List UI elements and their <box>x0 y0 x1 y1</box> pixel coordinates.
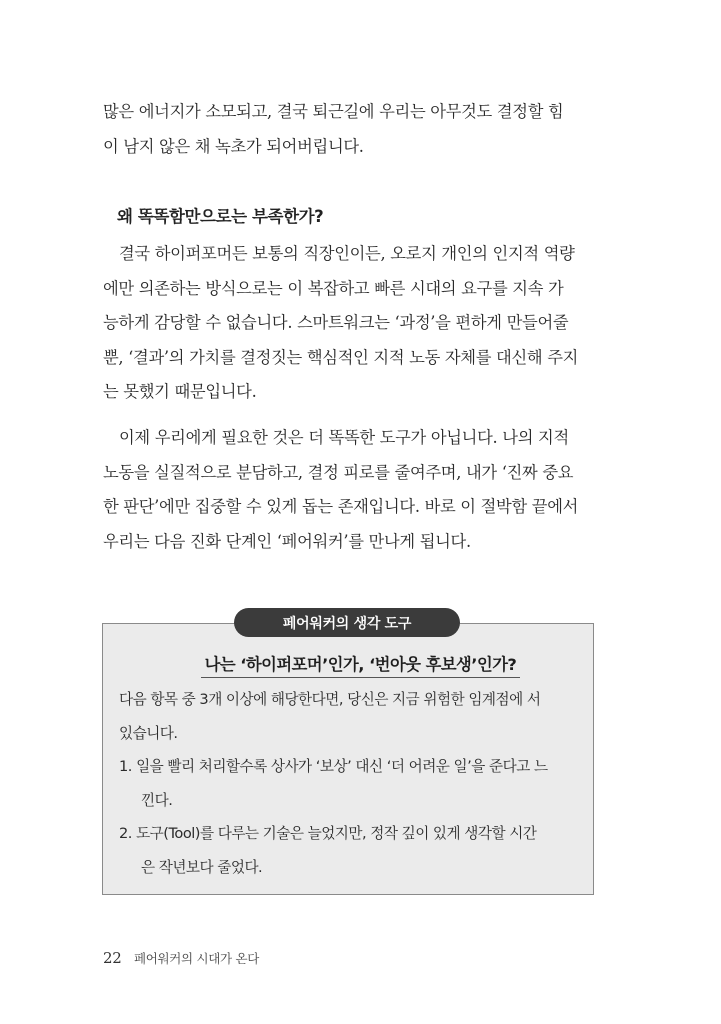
page-footer <box>103 949 259 967</box>
page-number: 22 <box>103 949 122 967</box>
text-line: 능하게 감당할 수 없습니다. 스마트워크는 ‘과정’을 편하게 만들어줄 <box>103 313 569 332</box>
box-title-text: 나는 ‘하이퍼포머’인가, ‘번아웃 후보생’인가? <box>201 651 521 678</box>
text-line: 낀다. <box>141 791 173 809</box>
text-line: 2. 도구(Tool)를 다루는 기술은 늘었지만, 정작 깊이 있게 생각할 시간 <box>119 825 537 842</box>
text-line: 이 남지 않은 채 녹초가 되어버립니다. <box>103 136 364 156</box>
section-heading: 왜 똑똑함만으로는 부족한가? <box>117 207 324 226</box>
paragraph-conclusion <box>103 421 597 559</box>
paragraph-intro <box>103 95 597 164</box>
text-line: 노동을 실질적으로 분담하고, 결정 피로를 줄여주며, 내가 ‘진짜 중요 <box>103 462 574 482</box>
text-line: 는 못했기 때문입니다. <box>103 382 257 401</box>
text-line: 뿐, ‘결과’의 가치를 결정짓는 핵심적인 지적 노동 자체를 대신해 주지 <box>103 347 579 367</box>
text-line: 다음 항목 중 3개 이상에 해당한다면, 당신은 지금 위험한 임계점에 서 <box>119 691 541 708</box>
text-line: 에만 의존하는 방식으로는 이 복잡하고 빠른 시대의 요구를 지속 가 <box>103 278 564 298</box>
box-badge: 페어워커의 생각 도구 <box>234 608 460 637</box>
checklist-item-2 <box>119 817 584 884</box>
text-line: 한 판단’에만 집중할 수 있게 돕는 존재입니다. 바로 이 절박함 끝에서 <box>103 497 579 516</box>
text-line: 결국 하이퍼포머든 보통의 직장인이든, 오로지 개인의 인지적 역량 <box>119 244 575 263</box>
checklist-item-1 <box>119 750 584 817</box>
text-line: 1. 일을 빨리 처리할수록 상사가 ‘보상’ 대신 ‘더 어려운 일’을 준다고 느 <box>119 758 548 775</box>
text-line: 이제 우리에게 필요한 것은 더 똑똑한 도구가 아닙니다. 나의 지적 <box>119 428 569 447</box>
text-line: 많은 에너지가 소모되고, 결국 퇴근길에 우리는 아무것도 결정할 힘 <box>103 102 564 121</box>
text-line: 은 작년보다 줄었다. <box>141 858 263 876</box>
box-intro <box>119 683 584 750</box>
running-title: 페어워커의 시대가 온다 <box>133 951 260 966</box>
paragraph-main <box>103 237 597 410</box>
box-title <box>0 651 721 678</box>
text-line: 우리는 다음 진화 단계인 ‘페어워커’를 만나게 됩니다. <box>103 531 471 551</box>
text-line: 있습니다. <box>119 724 178 742</box>
